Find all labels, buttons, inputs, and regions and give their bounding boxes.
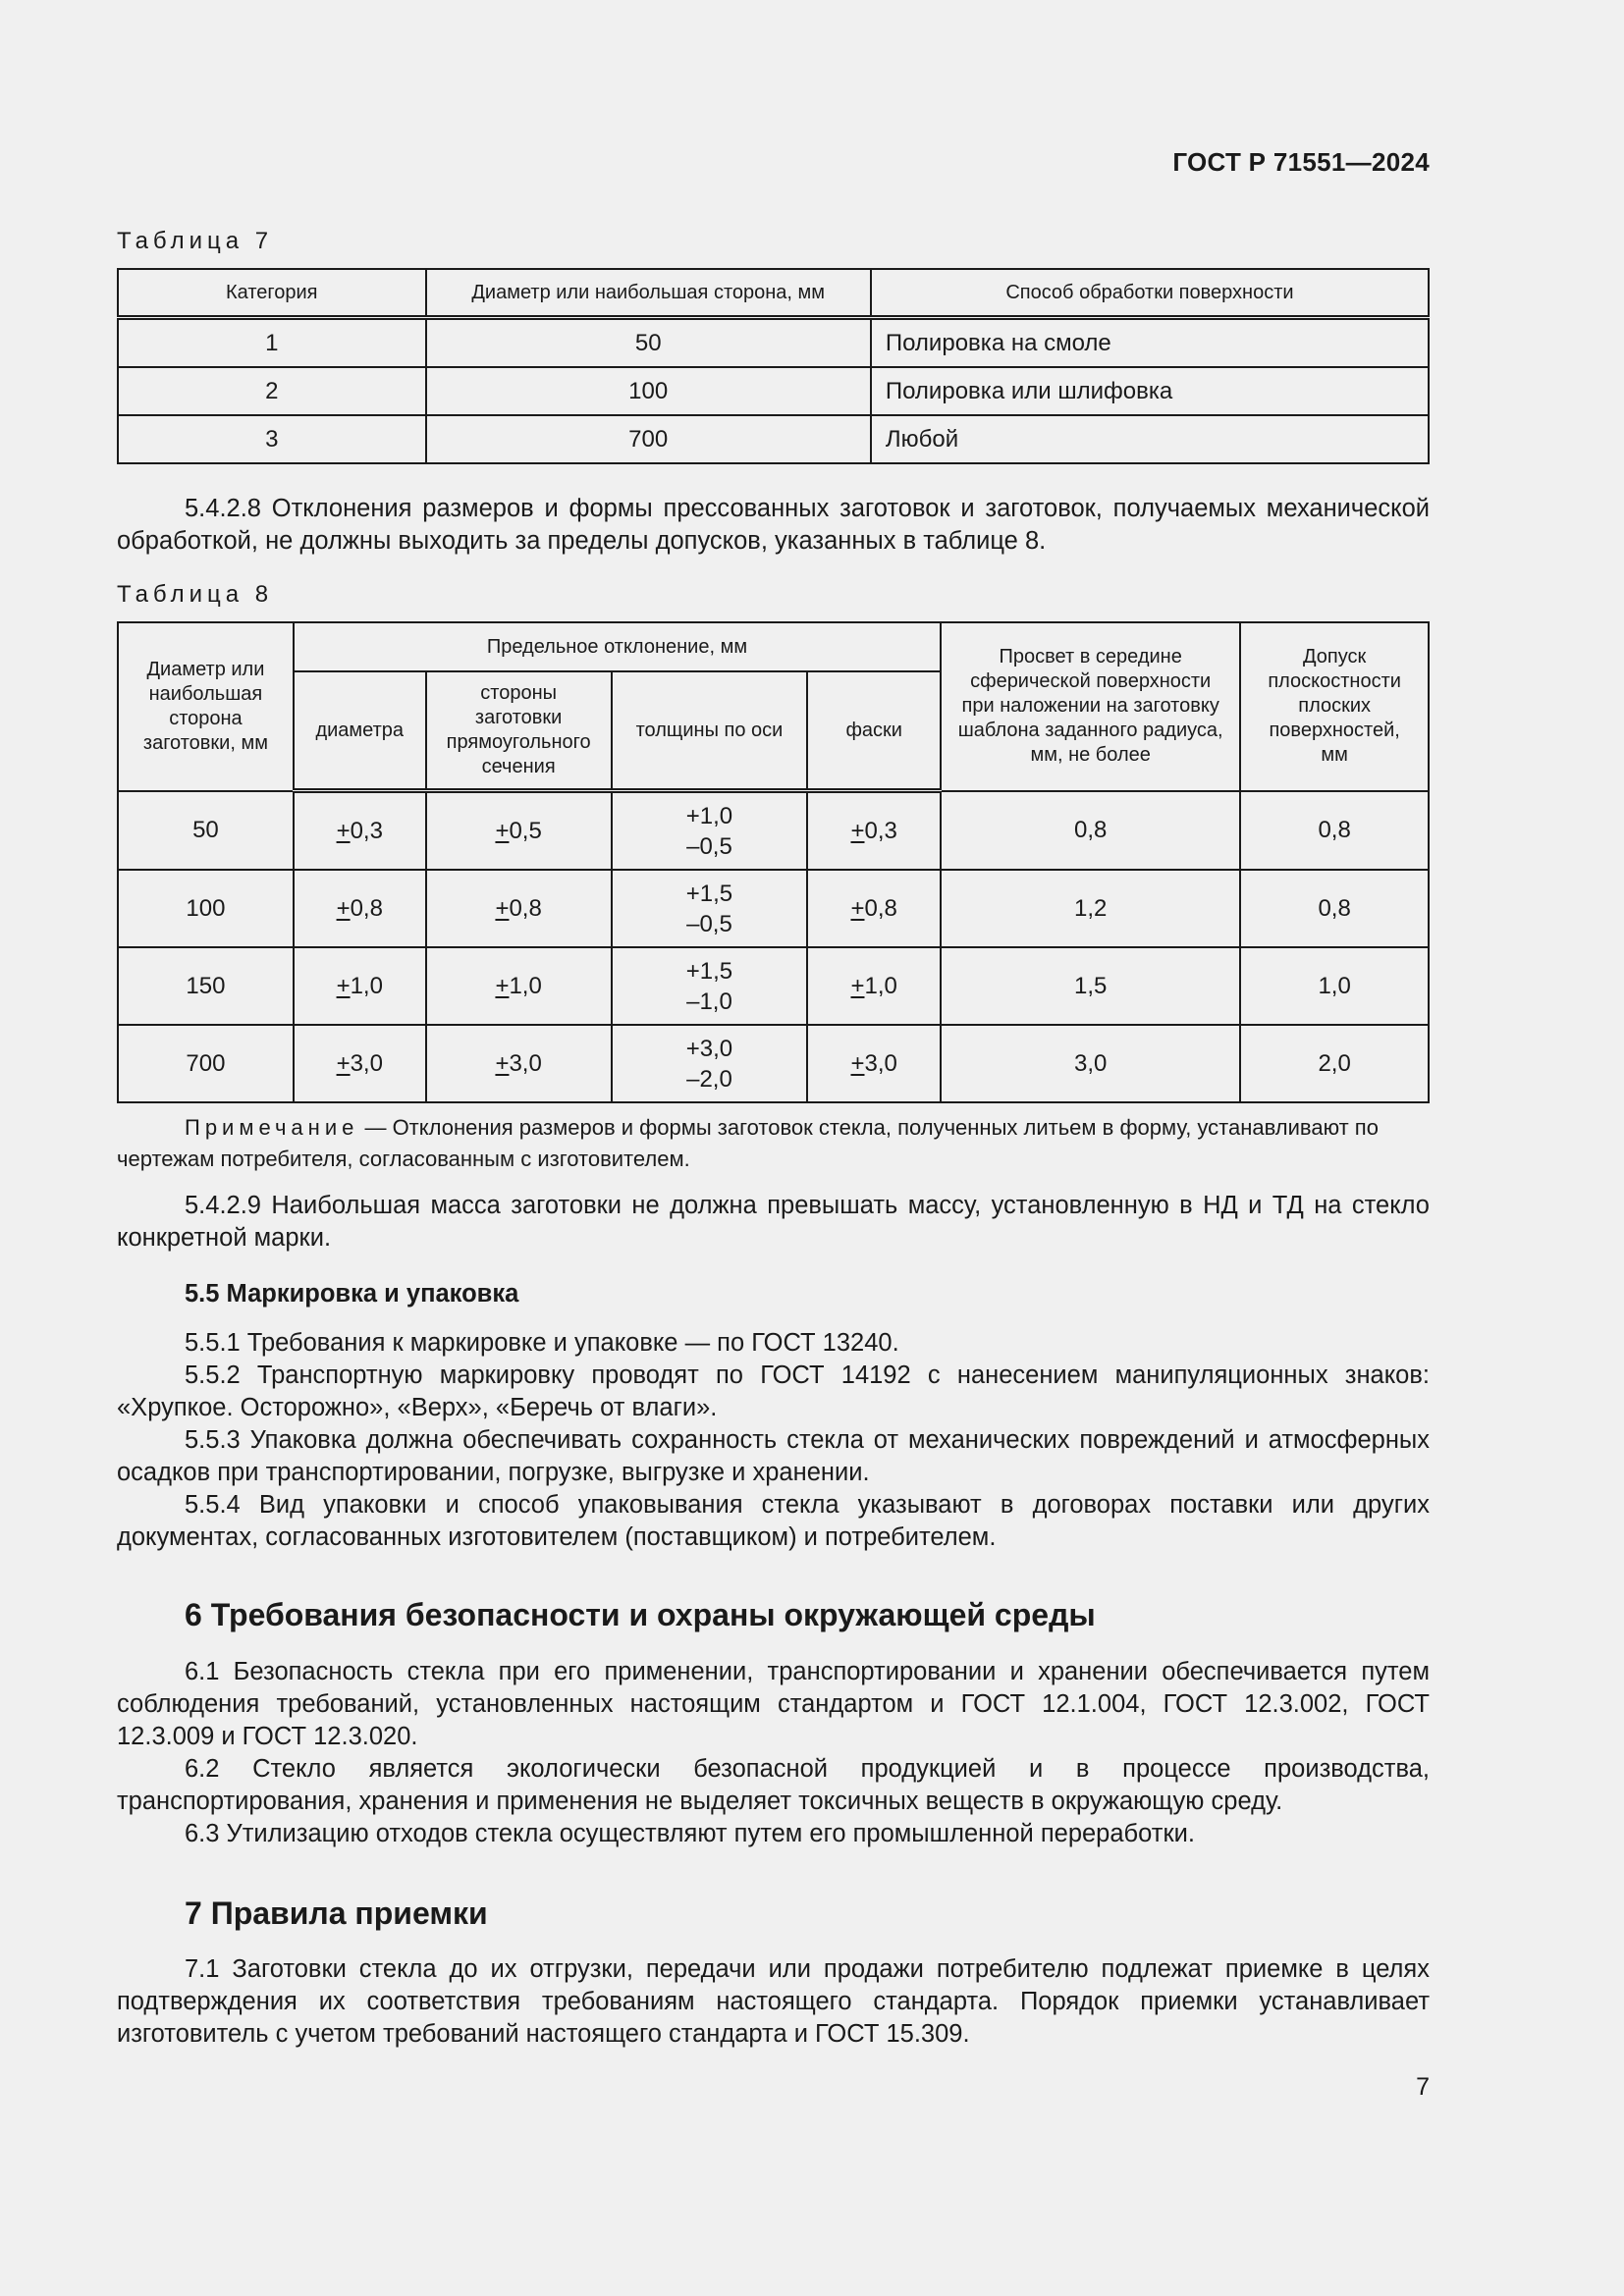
table-cell xyxy=(612,1025,808,1102)
plus-minus-sign: + xyxy=(495,1049,510,1077)
table-cell: 0,8 xyxy=(1240,870,1429,947)
plus-minus-sign: + xyxy=(850,972,865,999)
paragraph-5-5-1 xyxy=(117,1327,1430,1360)
table-cell: 1,5 xyxy=(941,947,1240,1025)
paragraph-text: 5.4.2.8 Отклонения размеров и формы прессованных заготовок и заготовок, получаемых механической обработкой, не должны выходить за пределы допусков, указанных в таблице 8. xyxy=(117,495,1430,555)
cell-value: 3,0 xyxy=(350,1049,383,1077)
table-8-caption: Таблица 8 xyxy=(117,581,274,608)
plus-minus-sign: + xyxy=(336,1049,351,1077)
table-cell: 0,8 xyxy=(941,791,1240,871)
cell-value: 3,0 xyxy=(509,1049,542,1077)
column-subheader: толщины по оси xyxy=(612,671,808,791)
table-row xyxy=(118,415,1429,463)
table-row xyxy=(118,947,1429,1025)
cell-value: 0,8 xyxy=(509,894,542,922)
table-cell: 150 xyxy=(118,947,294,1025)
table-cell xyxy=(294,947,426,1025)
plus-minus-sign: + xyxy=(495,894,510,922)
column-header: Диаметр или наибольшая сторона заготовки, мм xyxy=(118,622,294,791)
paragraph-7-1 xyxy=(117,1953,1430,2051)
plus-minus-sign: + xyxy=(850,1049,865,1077)
table-cell: 0,8 xyxy=(1240,791,1429,871)
table-cell xyxy=(426,870,612,947)
column-header: Просвет в середине сферической поверхности при наложении на заготовку шаблона заданного радиуса, мм, не более xyxy=(941,622,1240,791)
cell-value: 0,8 xyxy=(350,894,383,922)
plus-minus-sign: + xyxy=(336,817,351,844)
paragraph-text: 5.4.2.9 Наибольшая масса заготовки не должна превышать массу, установленную в НД и ТД на стекло конкретной марки. xyxy=(117,1192,1430,1252)
table-row xyxy=(118,367,1429,415)
table-cell xyxy=(294,1025,426,1102)
column-header: Допуск плоскостности плоских поверхностей, мм xyxy=(1240,622,1429,791)
table-cell: 100 xyxy=(426,367,871,415)
table-8 xyxy=(117,621,1430,1103)
paragraph-5-5-2 xyxy=(117,1360,1430,1424)
table-cell xyxy=(612,791,808,871)
paragraph-text: 5.5.2 Транспортную маркировку проводят по ГОСТ 14192 с нанесением манипуляционных знаков: «Хрупкое. Осторожно», «Верх», «Беречь от влаги». xyxy=(117,1362,1430,1421)
section-7-heading: 7 Правила приемки xyxy=(185,1896,488,1931)
cell-value: 0,5 xyxy=(509,817,542,844)
table-cell: 700 xyxy=(118,1025,294,1102)
table-7-caption: Таблица 7 xyxy=(117,228,274,254)
table-cell xyxy=(807,870,941,947)
note-text: — Отклонения размеров и формы заготовок стекла, полученных литьем в форму, устанавливают по чертежам потребителя, согласованным с изготовителем. xyxy=(117,1115,1379,1171)
table-cell xyxy=(807,791,941,871)
plus-minus-sign: + xyxy=(336,972,351,999)
table-cell xyxy=(294,791,426,871)
paragraph-5-4-2-9 xyxy=(117,1190,1430,1255)
plus-minus-sign: + xyxy=(336,894,351,922)
paragraph-text: 5.5.4 Вид упаковки и способ упаковывания стекла указывают в договорах поставки или других документах, согласованных изготовителем (поставщиком) и потребителем. xyxy=(117,1491,1430,1551)
paragraph-5-5-3 xyxy=(117,1424,1430,1489)
table-cell xyxy=(294,870,426,947)
cell-value: 1,0 xyxy=(509,972,542,999)
note-label: Примечание xyxy=(185,1115,359,1140)
table-cell: 50 xyxy=(426,318,871,368)
lower-deviation: –2,0 xyxy=(686,1065,732,1093)
table-cell: 2,0 xyxy=(1240,1025,1429,1102)
table-cell: 700 xyxy=(426,415,871,463)
cell-value: 3,0 xyxy=(864,1049,897,1077)
table-cell xyxy=(612,870,808,947)
section-6-heading: 6 Требования безопасности и охраны окружающей среды xyxy=(185,1597,1096,1632)
table-cell xyxy=(807,947,941,1025)
paragraph-6-2 xyxy=(117,1753,1430,1818)
table-row xyxy=(118,791,1429,871)
column-header: Диаметр или наибольшая сторона, мм xyxy=(426,269,871,318)
lower-deviation: –0,5 xyxy=(686,910,732,937)
plus-minus-sign: + xyxy=(495,817,510,844)
table-header-row xyxy=(118,622,1429,671)
paragraph-text: 5.5.1 Требования к маркировке и упаковке — по ГОСТ 13240. xyxy=(185,1329,899,1357)
paragraph-5-4-2-8 xyxy=(117,493,1430,558)
table-cell: 3 xyxy=(118,415,426,463)
paragraph-text: 6.3 Утилизацию отходов стекла осуществляют путем его промышленной переработки. xyxy=(185,1820,1195,1847)
column-group-header: Предельное отклонение, мм xyxy=(294,622,941,671)
column-header: Категория xyxy=(118,269,426,318)
table-header-row xyxy=(118,269,1429,318)
table-cell: 50 xyxy=(118,791,294,871)
paragraph-text: 6.1 Безопасность стекла при его применении, транспортировании и хранении обеспечивается путем соблюдения требований, установленных настоящим стандартом и ГОСТ 12.1.004, ГОСТ 12.3.002, ГОСТ 12.3.009 и ГОСТ 12.3.020. xyxy=(117,1658,1430,1750)
upper-deviation: +1,5 xyxy=(685,880,733,907)
page-number: 7 xyxy=(1416,2073,1430,2101)
table-7 xyxy=(117,268,1430,464)
table-cell xyxy=(426,791,612,871)
table-cell xyxy=(426,947,612,1025)
cell-value: 0,8 xyxy=(864,894,897,922)
upper-deviation: +1,5 xyxy=(685,957,733,985)
paragraph-6-1 xyxy=(117,1656,1430,1753)
column-header: Способ обработки поверхности xyxy=(871,269,1429,318)
table-cell: 1 xyxy=(118,318,426,368)
paragraph-text: 7.1 Заготовки стекла до их отгрузки, передачи или продажи потребителю подлежат приемке в целях подтверждения их соответствия требованиям настоящего стандарта. Порядок приемки устанавливает изготовитель с учетом требований настоящего стандарта и ГОСТ 15.309. xyxy=(117,1955,1430,2048)
section-5-5-heading: 5.5 Маркировка и упаковка xyxy=(185,1280,519,1308)
table-cell: 1,2 xyxy=(941,870,1240,947)
column-subheader: диаметра xyxy=(294,671,426,791)
table-cell: 100 xyxy=(118,870,294,947)
plus-minus-sign: + xyxy=(850,817,865,844)
paragraph-text: 6.2 Стекло является экологически безопасной продукцией и в процессе производства, транспортирования, хранения и применения не выделяет токсичных веществ в окружающую среду. xyxy=(117,1755,1430,1815)
table-8-note xyxy=(117,1112,1430,1175)
column-subheader: стороны заготовки прямоугольного сечения xyxy=(426,671,612,791)
upper-deviation: +1,0 xyxy=(685,802,733,829)
table-cell: 1,0 xyxy=(1240,947,1429,1025)
table-cell: Полировка на смоле xyxy=(871,318,1429,368)
document-id-header: ГОСТ Р 71551—2024 xyxy=(1172,147,1430,177)
cell-value: 0,3 xyxy=(864,817,897,844)
table-cell: Любой xyxy=(871,415,1429,463)
cell-value: 1,0 xyxy=(350,972,383,999)
table-cell xyxy=(426,1025,612,1102)
lower-deviation: –0,5 xyxy=(686,832,732,860)
table-cell: 2 xyxy=(118,367,426,415)
plus-minus-sign: + xyxy=(850,894,865,922)
cell-value: 1,0 xyxy=(864,972,897,999)
paragraph-5-5-4 xyxy=(117,1489,1430,1554)
table-cell xyxy=(807,1025,941,1102)
table-row xyxy=(118,870,1429,947)
column-subheader: фаски xyxy=(807,671,941,791)
table-row xyxy=(118,318,1429,368)
paragraph-text: 5.5.3 Упаковка должна обеспечивать сохранность стекла от механических повреждений и атмосферных осадков при транспортировании, погрузке, выгрузке и хранении. xyxy=(117,1426,1430,1486)
plus-minus-sign: + xyxy=(495,972,510,999)
table-cell: 3,0 xyxy=(941,1025,1240,1102)
table-cell: Полировка или шлифовка xyxy=(871,367,1429,415)
upper-deviation: +3,0 xyxy=(685,1035,733,1062)
table-cell xyxy=(612,947,808,1025)
paragraph-6-3 xyxy=(117,1818,1430,1850)
cell-value: 0,3 xyxy=(350,817,383,844)
lower-deviation: –1,0 xyxy=(686,988,732,1015)
table-row xyxy=(118,1025,1429,1102)
